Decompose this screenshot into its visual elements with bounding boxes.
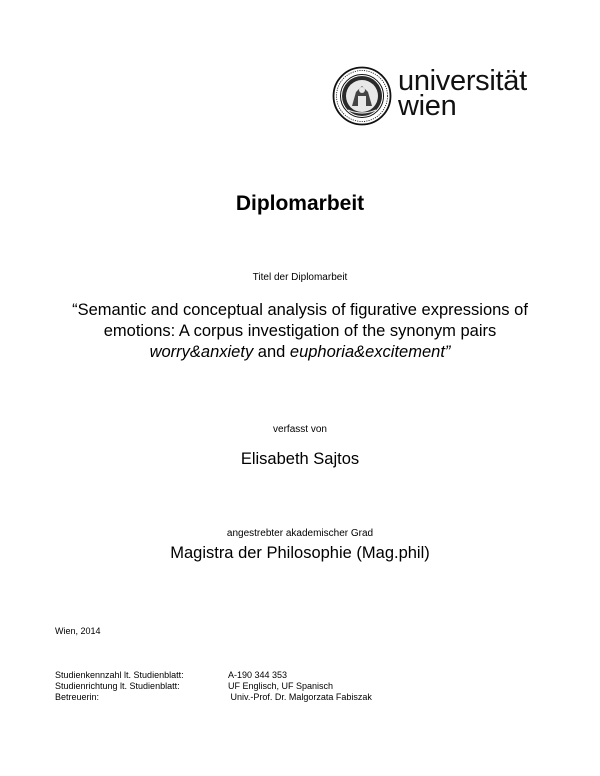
- place-date: Wien, 2014: [55, 626, 101, 636]
- university-seal-icon: [332, 66, 392, 126]
- author-name: Elisabeth Sajtos: [240, 450, 360, 468]
- university-wordmark: [398, 65, 527, 122]
- title-label: Titel der Diplomarbeit: [252, 272, 348, 283]
- wordmark-line-2: wien: [398, 90, 457, 122]
- thesis-title-line-1: “Semantic and conceptual analysis of figurative expressions of: [72, 301, 528, 319]
- thesis-title-line-2: emotions: A corpus investigation of the synonym pairs: [103, 322, 497, 340]
- degree-name: Magistra der Philosophie (Mag.phil): [170, 544, 430, 562]
- meta-value: A-190 344 353: [228, 670, 288, 680]
- thesis-title-line-3: [0, 342, 600, 363]
- meta-value: UF Englisch, UF Spanisch: [228, 681, 334, 691]
- thesis-title-italic-a: worry&anxiety: [149, 343, 254, 361]
- author-label: verfasst von: [273, 424, 327, 435]
- wordmark-line-1: universität: [398, 65, 527, 97]
- degree-label: angestrebter akademischer Grad: [226, 528, 374, 539]
- thesis-title-italic-b: euphoria&excitement”: [289, 343, 451, 361]
- university-logo: [332, 66, 542, 130]
- meta-value: Univ.-Prof. Dr. Malgorzata Fabiszak: [228, 692, 372, 702]
- document-type-heading: Diplomarbeit: [235, 192, 365, 215]
- thesis-title-mid: and: [253, 343, 290, 361]
- meta-key: Studienrichtung lt. Studienblatt:: [55, 681, 180, 691]
- thesis-title: [0, 300, 600, 363]
- meta-key: Betreuerin:: [55, 692, 100, 702]
- meta-key: Studienkennzahl lt. Studienblatt:: [55, 670, 184, 680]
